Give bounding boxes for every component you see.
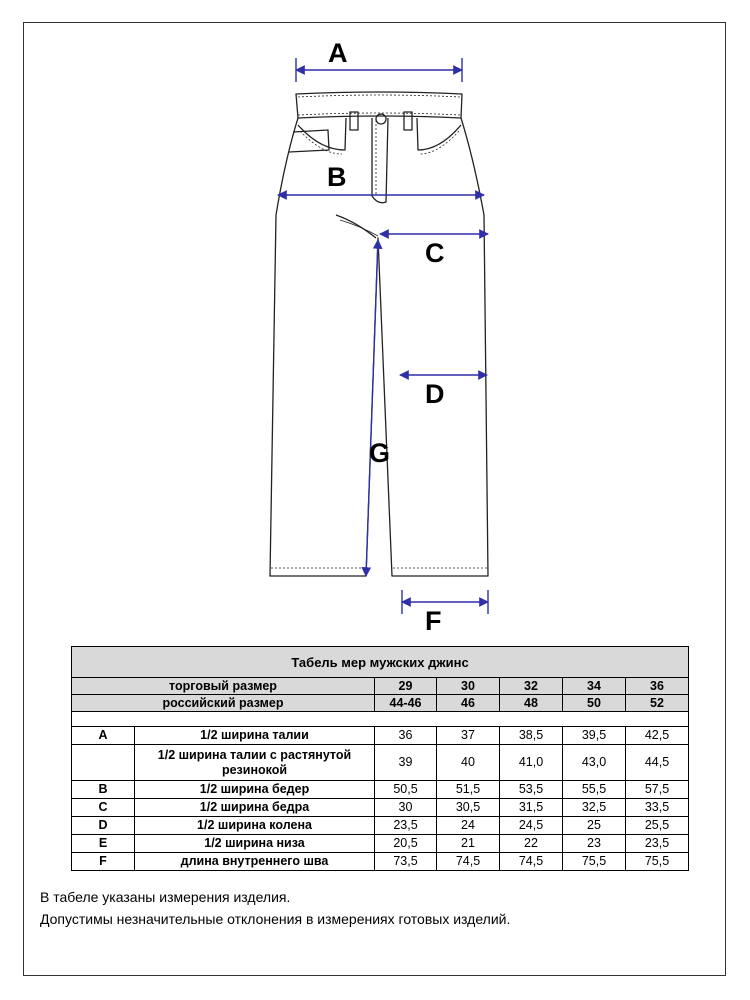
measure-value: 23,5 (375, 817, 437, 835)
label-g: G (369, 438, 391, 468)
measure-value: 37 (437, 727, 500, 745)
measure-value: 53,5 (500, 781, 563, 799)
measure-value: 36 (375, 727, 437, 745)
table-row (72, 853, 689, 871)
measure-code: F (72, 853, 135, 871)
measure-value: 32,5 (563, 799, 626, 817)
measure-value: 24 (437, 817, 500, 835)
label-c: C (425, 238, 445, 268)
measure-value: 41,0 (500, 745, 563, 781)
measure-value: 22 (500, 835, 563, 853)
header-value: 32 (500, 678, 563, 695)
measure-code: B (72, 781, 135, 799)
measure-code: D (72, 817, 135, 835)
header-value: 46 (437, 695, 500, 712)
measure-value: 39,5 (563, 727, 626, 745)
label-f: F (425, 606, 442, 636)
measure-value: 39 (375, 745, 437, 781)
measure-value: 25,5 (626, 817, 689, 835)
measure-value: 21 (437, 835, 500, 853)
header-value: 52 (626, 695, 689, 712)
label-b: B (327, 162, 347, 192)
table-row (72, 745, 689, 781)
measure-value: 30,5 (437, 799, 500, 817)
measure-name: 1/2 ширина бедер (135, 781, 375, 799)
measure-value: 74,5 (500, 853, 563, 871)
header-value: 36 (626, 678, 689, 695)
note-line: В табеле указаны измерения изделия. (40, 889, 291, 905)
measure-value: 75,5 (626, 853, 689, 871)
measure-value: 40 (437, 745, 500, 781)
header-value: 48 (500, 695, 563, 712)
size-chart-table (71, 646, 689, 871)
measure-value: 51,5 (437, 781, 500, 799)
measure-value: 30 (375, 799, 437, 817)
table-row (72, 781, 689, 799)
note-line: Допустимы незначительные отклонения в измерениях готовых изделий. (40, 911, 511, 927)
header-value: 34 (563, 678, 626, 695)
table-row (72, 799, 689, 817)
measure-value: 38,5 (500, 727, 563, 745)
measure-value: 23 (563, 835, 626, 853)
measurement-arrows (278, 58, 488, 614)
measure-name: 1/2 ширина колена (135, 817, 375, 835)
table-row (72, 817, 689, 835)
notes (40, 886, 510, 930)
table-row (72, 727, 689, 745)
measure-value: 31,5 (500, 799, 563, 817)
measure-value: 50,5 (375, 781, 437, 799)
measure-value: 44,5 (626, 745, 689, 781)
header-label: российский размер (72, 695, 375, 712)
measure-code: A (72, 727, 135, 745)
header-row (72, 678, 689, 695)
measure-name: 1/2 ширина низа (135, 835, 375, 853)
label-a: A (328, 38, 348, 68)
measure-value: 33,5 (626, 799, 689, 817)
measure-value: 25 (563, 817, 626, 835)
spacer-row (72, 712, 689, 727)
measure-value: 23,5 (626, 835, 689, 853)
measure-name: 1/2 ширина талии с растянутой резинокой (135, 745, 375, 781)
measure-value: 20,5 (375, 835, 437, 853)
measure-name: 1/2 ширина талии (135, 727, 375, 745)
measure-value: 55,5 (563, 781, 626, 799)
table-title: Табель мер мужских джинс (72, 647, 689, 678)
spacer-cell (72, 712, 689, 727)
measure-code: E (72, 835, 135, 853)
header-label: торговый размер (72, 678, 375, 695)
measure-code: C (72, 799, 135, 817)
measure-value: 43,0 (563, 745, 626, 781)
table-title-row (72, 647, 689, 678)
measure-name: длина внутреннего шва (135, 853, 375, 871)
header-value: 50 (563, 695, 626, 712)
measure-value: 73,5 (375, 853, 437, 871)
header-value: 30 (437, 678, 500, 695)
measure-value: 75,5 (563, 853, 626, 871)
label-d: D (425, 379, 445, 409)
arrow-g (366, 240, 378, 576)
measure-value: 57,5 (626, 781, 689, 799)
jeans-outline (270, 92, 488, 576)
measure-name: 1/2 ширина бедра (135, 799, 375, 817)
measure-value: 74,5 (437, 853, 500, 871)
measure-code (72, 745, 135, 781)
table-row (72, 835, 689, 853)
header-value: 44-46 (375, 695, 437, 712)
header-value: 29 (375, 678, 437, 695)
header-row (72, 695, 689, 712)
measure-value: 24,5 (500, 817, 563, 835)
measure-value: 42,5 (626, 727, 689, 745)
